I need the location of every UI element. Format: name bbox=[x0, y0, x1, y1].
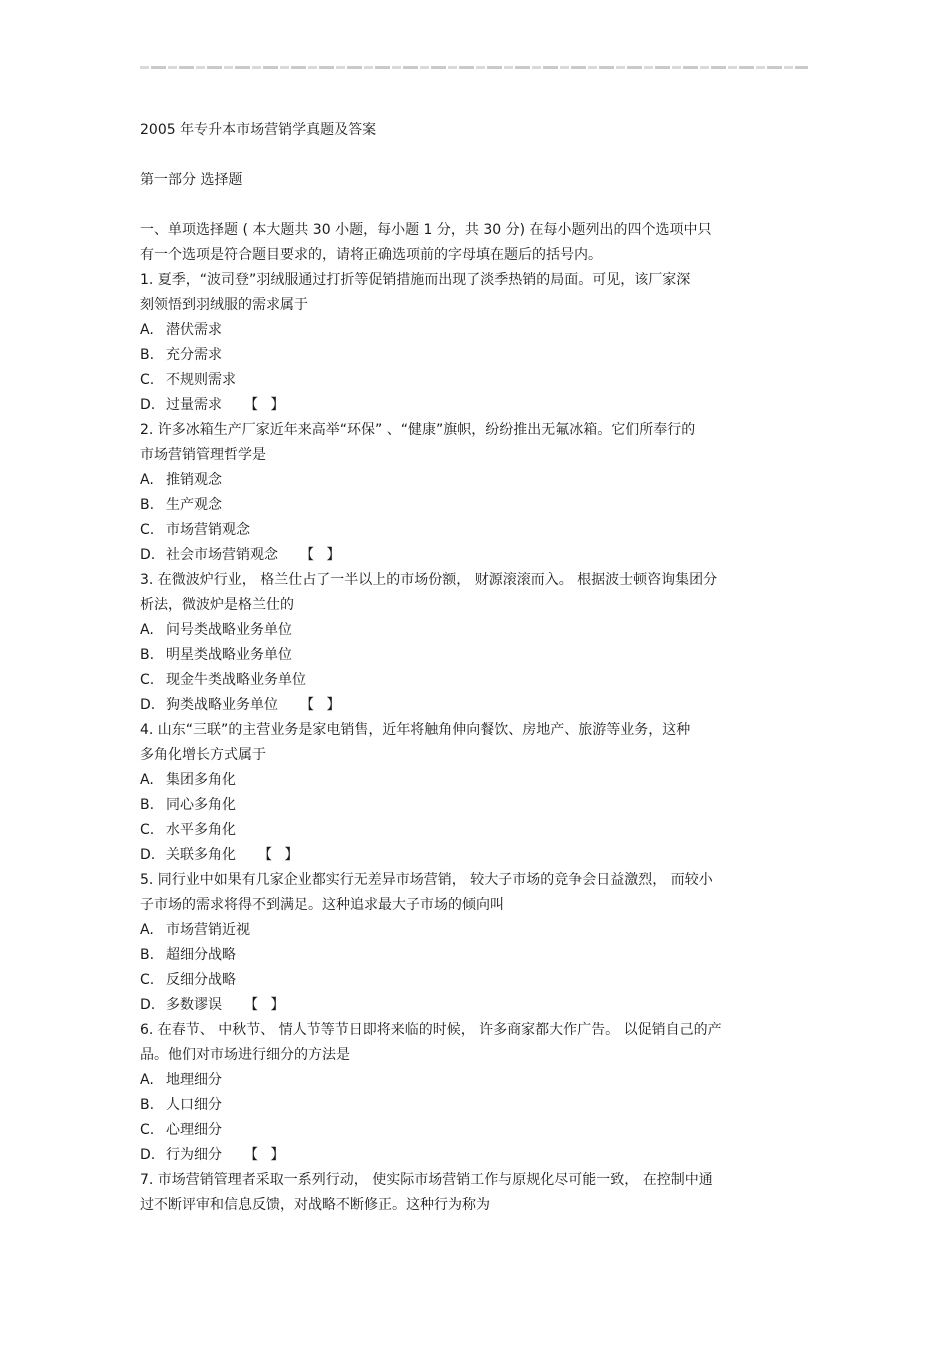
question-4 bbox=[140, 718, 820, 868]
answer-option bbox=[140, 843, 820, 868]
question-3 bbox=[140, 568, 820, 718]
question-stem-line: 刻领悟到羽绒服的需求属于 bbox=[140, 297, 308, 313]
question-stem-line: 6. 在春节、 中秋节、 情人节等节日即将来临的时候， 许多商家都大作广告。 以促销自己的产 bbox=[140, 1022, 722, 1038]
option-letter: D. bbox=[140, 1147, 156, 1163]
option-letter: A. bbox=[140, 922, 154, 938]
option-letter: B. bbox=[140, 647, 155, 663]
answer-option bbox=[140, 343, 820, 368]
option-text: 心理细分 bbox=[166, 1122, 222, 1138]
option-text: 明星类战略业务单位 bbox=[166, 647, 292, 663]
answer-option bbox=[140, 493, 820, 518]
question-list bbox=[140, 268, 820, 1218]
answer-option bbox=[140, 818, 820, 843]
option-text: 市场营销观念 bbox=[166, 522, 250, 538]
answer-bracket: 【 】 bbox=[258, 847, 303, 863]
option-text: 行为细分 bbox=[166, 1147, 222, 1163]
answer-bracket: 【 】 bbox=[300, 697, 345, 713]
option-text: 狗类战略业务单位 bbox=[166, 697, 278, 713]
question-6 bbox=[140, 1018, 820, 1168]
option-text: 推销观念 bbox=[166, 472, 222, 488]
question-stem-line: 5. 同行业中如果有几家企业都实行无差异市场营销， 较大子市场的竞争会日益激烈， 而较小 bbox=[140, 872, 713, 888]
answer-option bbox=[140, 968, 820, 993]
answer-option bbox=[140, 543, 820, 568]
option-text: 地理细分 bbox=[166, 1072, 222, 1088]
option-text: 潜伏需求 bbox=[166, 322, 222, 338]
question-stem-line: 2. 许多冰箱生产厂家近年来高举“环保” 、“健康”旗帜，纷纷推出无氟冰箱。它们所奉行的 bbox=[140, 422, 696, 438]
option-text: 多数谬误 bbox=[166, 997, 222, 1013]
option-letter: A. bbox=[140, 1072, 154, 1088]
answer-option bbox=[140, 368, 820, 393]
question-stem-line: 子市场的需求将得不到满足。这种追求最大子市场的倾向叫 bbox=[140, 897, 504, 913]
question-stem-line: 1. 夏季，“波司登”羽绒服通过打折等促销措施而出现了淡季热销的局面。可见，该厂家深 bbox=[140, 272, 691, 288]
option-text: 超细分战略 bbox=[166, 947, 236, 963]
answer-option bbox=[140, 318, 820, 343]
question-stem-line: 过不断评审和信息反馈，对战略不断修正。这种行为称为 bbox=[140, 1197, 490, 1213]
option-letter: B. bbox=[140, 497, 155, 513]
option-letter: C. bbox=[140, 372, 155, 388]
option-text: 生产观念 bbox=[166, 497, 222, 513]
option-letter: A. bbox=[140, 772, 154, 788]
question-2 bbox=[140, 418, 820, 568]
section-instructions bbox=[140, 218, 820, 268]
option-text: 市场营销近视 bbox=[166, 922, 250, 938]
option-text: 水平多角化 bbox=[166, 822, 236, 838]
answer-option bbox=[140, 643, 820, 668]
answer-option bbox=[140, 393, 820, 418]
option-letter: B. bbox=[140, 947, 155, 963]
answer-option bbox=[140, 1093, 820, 1118]
question-stem-line: 多角化增长方式属于 bbox=[140, 747, 266, 763]
option-letter: C. bbox=[140, 972, 155, 988]
option-letter: C. bbox=[140, 672, 155, 688]
section-line: 一、单项选择题 ( 本大题共 30 小题，每小题 1 分，共 30 分) 在每小题列出的四个选项中只 bbox=[140, 222, 712, 238]
option-text: 集团多角化 bbox=[166, 772, 236, 788]
option-letter: D. bbox=[140, 397, 156, 413]
answer-option bbox=[140, 768, 820, 793]
option-text: 社会市场营销观念 bbox=[166, 547, 278, 563]
answer-bracket: 【 】 bbox=[300, 547, 345, 563]
question-1 bbox=[140, 268, 820, 418]
option-letter: A. bbox=[140, 322, 154, 338]
answer-bracket: 【 】 bbox=[244, 997, 289, 1013]
option-letter: C. bbox=[140, 522, 155, 538]
option-text: 同心多角化 bbox=[166, 797, 236, 813]
option-letter: D. bbox=[140, 547, 156, 563]
answer-option bbox=[140, 918, 820, 943]
document-body bbox=[140, 118, 820, 1218]
option-letter: A. bbox=[140, 622, 154, 638]
answer-option bbox=[140, 618, 820, 643]
option-text: 问号类战略业务单位 bbox=[166, 622, 292, 638]
answer-option bbox=[140, 993, 820, 1018]
answer-option bbox=[140, 793, 820, 818]
answer-bracket: 【 】 bbox=[244, 1147, 289, 1163]
answer-option bbox=[140, 668, 820, 693]
question-stem-line: 品。他们对市场进行细分的方法是 bbox=[140, 1047, 350, 1063]
part-heading: 第一部分 选择题 bbox=[140, 172, 243, 188]
option-letter: B. bbox=[140, 797, 155, 813]
answer-bracket: 【 】 bbox=[244, 397, 289, 413]
question-5 bbox=[140, 868, 820, 1018]
question-stem-line: 7. 市场营销管理者采取一系列行动， 使实际市场营销工作与原规化尽可能一致， 在控制中通 bbox=[140, 1172, 713, 1188]
option-text: 人口细分 bbox=[166, 1097, 222, 1113]
question-stem-line: 市场营销管理哲学是 bbox=[140, 447, 266, 463]
option-letter: B. bbox=[140, 1097, 155, 1113]
answer-option bbox=[140, 468, 820, 493]
answer-option bbox=[140, 518, 820, 543]
option-text: 反细分战略 bbox=[166, 972, 236, 988]
option-letter: A. bbox=[140, 472, 154, 488]
option-letter: C. bbox=[140, 822, 155, 838]
option-letter: C. bbox=[140, 1122, 155, 1138]
option-letter: B. bbox=[140, 347, 155, 363]
option-text: 关联多角化 bbox=[166, 847, 236, 863]
question-stem-line: 3. 在微波炉行业， 格兰仕占了一半以上的市场份额， 财源滚滚而入。 根据波士顿咨询集团分 bbox=[140, 572, 718, 588]
option-letter: D. bbox=[140, 847, 156, 863]
section-line: 有一个选项是符合题目要求的，请将正确选项前的字母填在题后的括号内。 bbox=[140, 247, 602, 263]
question-stem-line: 析法，微波炉是格兰仕的 bbox=[140, 597, 294, 613]
answer-option bbox=[140, 1143, 820, 1168]
option-text: 充分需求 bbox=[166, 347, 222, 363]
answer-option bbox=[140, 1068, 820, 1093]
option-text: 现金牛类战略业务单位 bbox=[166, 672, 306, 688]
option-letter: D. bbox=[140, 997, 156, 1013]
question-7 bbox=[140, 1168, 820, 1218]
option-letter: D. bbox=[140, 697, 156, 713]
answer-option bbox=[140, 693, 820, 718]
answer-option bbox=[140, 943, 820, 968]
option-text: 过量需求 bbox=[166, 397, 222, 413]
header-rule bbox=[140, 66, 808, 69]
answer-option bbox=[140, 1118, 820, 1143]
document-title: 2005 年专升本市场营销学真题及答案 bbox=[140, 122, 377, 138]
question-stem-line: 4. 山东“三联”的主营业务是家电销售，近年将触角伸向餐饮、房地产、旅游等业务，这种 bbox=[140, 722, 691, 738]
option-text: 不规则需求 bbox=[166, 372, 236, 388]
